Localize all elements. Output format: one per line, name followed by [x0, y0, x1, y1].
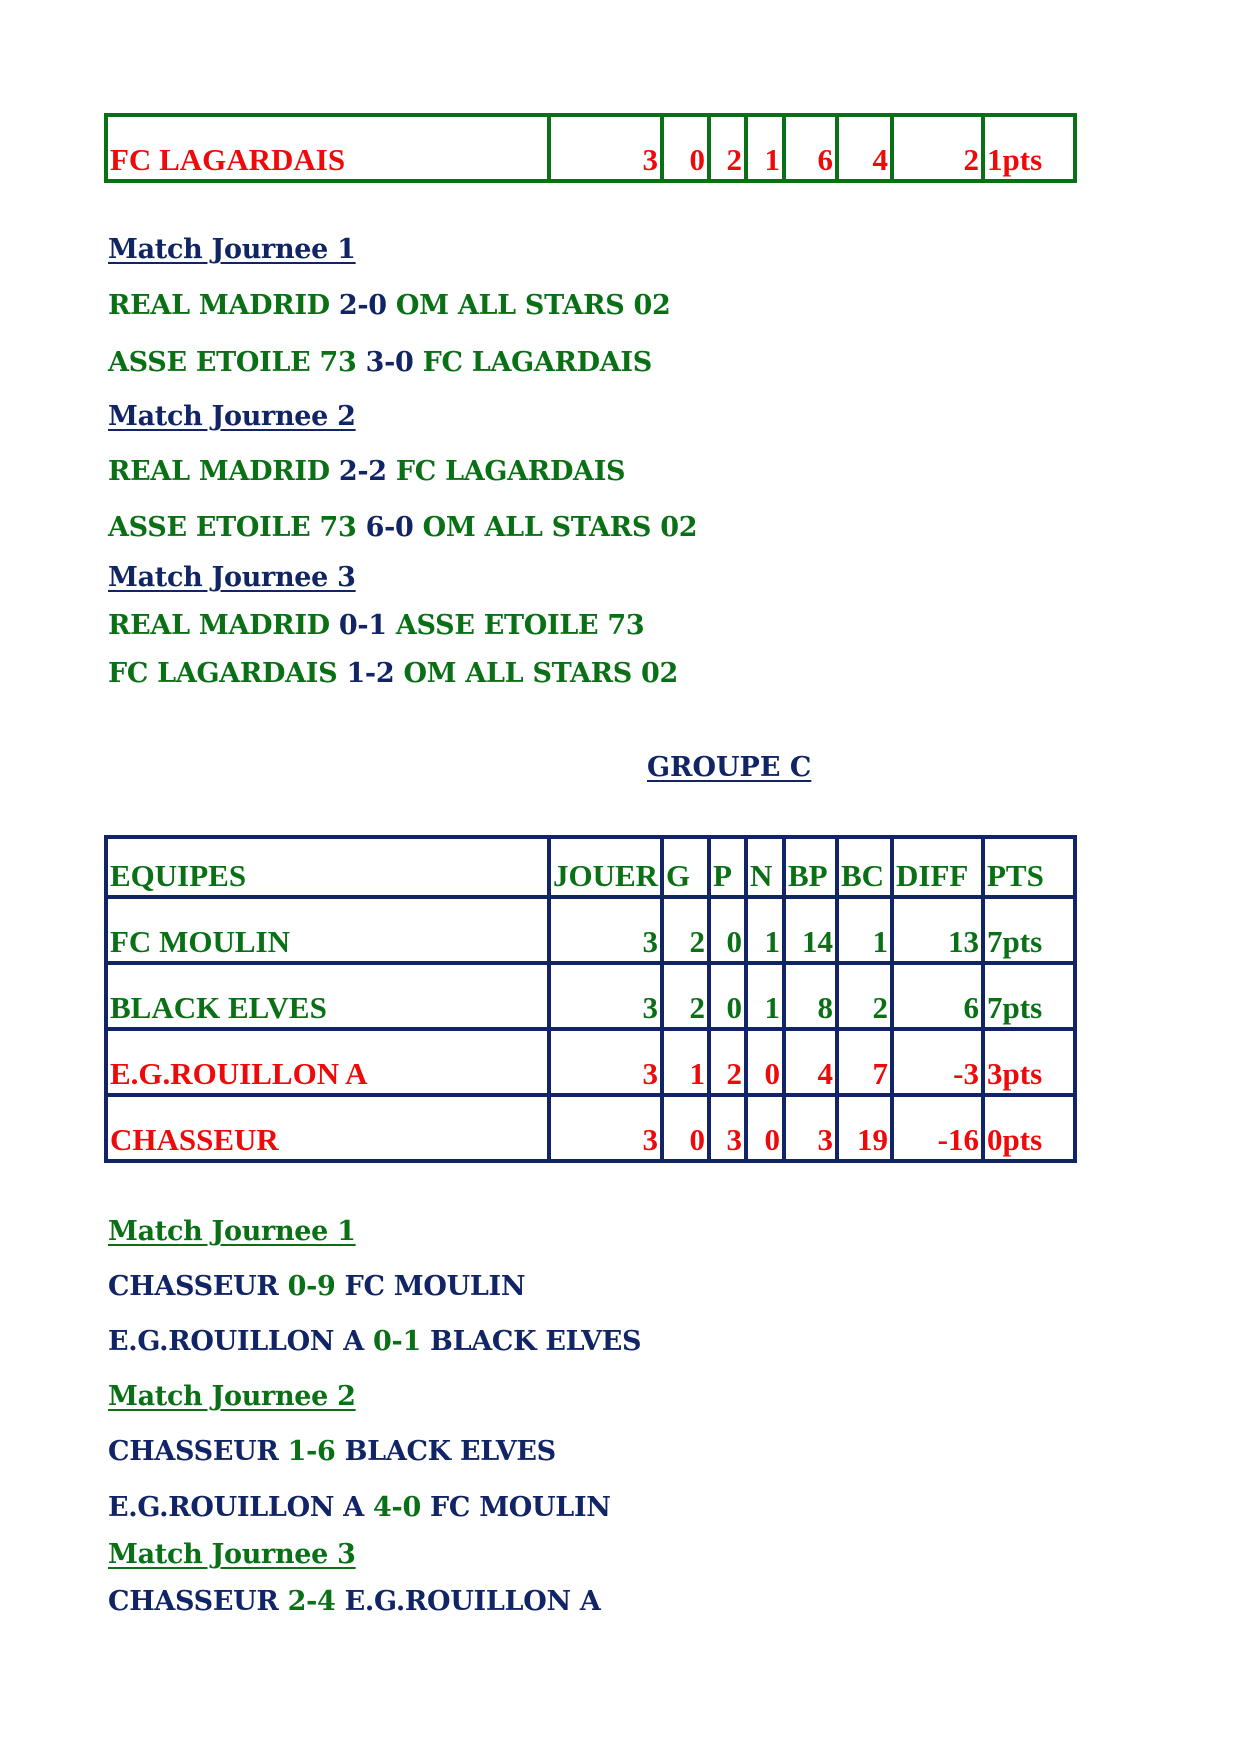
away-team: E.G.ROUILLON A: [344, 1586, 601, 1617]
score: 2-2: [338, 456, 387, 487]
table-cell: 0: [709, 963, 746, 1029]
home-team: CHASSEUR: [108, 1436, 279, 1467]
score: 4-0: [373, 1492, 421, 1523]
score: 6-0: [365, 512, 414, 543]
match-result: [108, 512, 697, 543]
group-c-table: [104, 835, 1077, 1163]
score: 1-6: [287, 1436, 336, 1467]
draws: 1: [746, 115, 784, 181]
team-name: FC LAGARDAIS: [106, 115, 549, 181]
score: 3-0: [365, 347, 414, 378]
home-team: E.G.ROUILLON A: [108, 1492, 364, 1523]
group-c-title: GROUPE C: [647, 752, 812, 783]
away-team: ASSE ETOILE 73: [395, 610, 645, 641]
score: 0-1: [338, 610, 387, 641]
score: 1-2: [346, 658, 395, 689]
match-day-heading: Match Journee 3: [108, 562, 356, 593]
table-cell: 19: [837, 1095, 892, 1161]
home-team: CHASSEUR: [108, 1271, 279, 1302]
table-cell: 2: [662, 897, 709, 963]
away-team: OM ALL STARS 02: [395, 290, 671, 321]
away-team: FC LAGARDAIS: [395, 456, 626, 487]
table-cell: 2: [662, 963, 709, 1029]
score: 2-0: [338, 290, 387, 321]
table-header-row: [106, 837, 1075, 897]
column-header: P: [709, 837, 746, 897]
match-day-heading: Match Journee 1: [108, 234, 356, 265]
home-team: ASSE ETOILE 73: [108, 512, 357, 543]
match-result: [108, 658, 678, 689]
home-team: ASSE ETOILE 73: [108, 347, 357, 378]
home-team: FC LAGARDAIS: [108, 658, 338, 689]
table-cell: 0: [709, 897, 746, 963]
away-team: BLACK ELVES: [344, 1436, 556, 1467]
home-team: E.G.ROUILLON A: [108, 1326, 364, 1357]
standings-row-table: [104, 113, 1077, 183]
table-cell: 13: [892, 897, 983, 963]
table-cell: 7pts: [983, 897, 1075, 963]
wins: 0: [662, 115, 709, 181]
table-cell: 1: [746, 963, 784, 1029]
match-day-heading: Match Journee 2: [108, 1381, 356, 1412]
table-cell: 0: [746, 1095, 784, 1161]
table-cell: 3: [709, 1095, 746, 1161]
table-cell: -16: [892, 1095, 983, 1161]
match-result: [108, 290, 671, 321]
table-cell: -3: [892, 1029, 983, 1095]
column-header: JOUER: [549, 837, 662, 897]
match-result: [108, 610, 644, 641]
match-result: [108, 456, 625, 487]
table-cell: 7: [837, 1029, 892, 1095]
match-result: [108, 1586, 601, 1617]
score: 0-1: [373, 1326, 421, 1357]
match-day-heading: Match Journee 2: [108, 401, 356, 432]
losses: 2: [709, 115, 746, 181]
match-result: [108, 347, 652, 378]
table-row: [106, 115, 1075, 181]
table-cell: 0pts: [983, 1095, 1075, 1161]
table-cell: 4: [784, 1029, 837, 1095]
table-cell: FC MOULIN: [106, 897, 549, 963]
column-header: N: [746, 837, 784, 897]
column-header: BP: [784, 837, 837, 897]
table-cell: 2: [709, 1029, 746, 1095]
score: 2-4: [287, 1586, 336, 1617]
table-cell: 1: [662, 1029, 709, 1095]
table-cell: 3: [784, 1095, 837, 1161]
table-cell: 3: [549, 963, 662, 1029]
column-header: G: [662, 837, 709, 897]
table-cell: 7pts: [983, 963, 1075, 1029]
table-cell: 3: [549, 1095, 662, 1161]
home-team: REAL MADRID: [108, 610, 330, 641]
table-row: [106, 963, 1075, 1029]
table-cell: CHASSEUR: [106, 1095, 549, 1161]
goals-against: 4: [837, 115, 892, 181]
table-cell: 3: [549, 897, 662, 963]
column-header: DIFF: [892, 837, 983, 897]
match-day-heading: Match Journee 1: [108, 1216, 356, 1247]
table-cell: 0: [746, 1029, 784, 1095]
match-result: [108, 1271, 525, 1302]
table-cell: 14: [784, 897, 837, 963]
away-team: FC MOULIN: [344, 1271, 526, 1302]
away-team: FC LAGARDAIS: [422, 347, 652, 378]
points: 1pts: [983, 115, 1075, 181]
home-team: REAL MADRID: [108, 456, 330, 487]
table-cell: 3: [549, 1029, 662, 1095]
table-cell: 6: [892, 963, 983, 1029]
home-team: REAL MADRID: [108, 290, 330, 321]
table-row: [106, 897, 1075, 963]
away-team: OM ALL STARS 02: [403, 658, 679, 689]
away-team: BLACK ELVES: [430, 1326, 642, 1357]
away-team: FC MOULIN: [430, 1492, 611, 1523]
away-team: OM ALL STARS 02: [422, 512, 698, 543]
match-result: [108, 1326, 641, 1357]
home-team: CHASSEUR: [108, 1586, 279, 1617]
table-cell: BLACK ELVES: [106, 963, 549, 1029]
goals-for: 6: [784, 115, 837, 181]
table-cell: 0: [662, 1095, 709, 1161]
played: 3: [549, 115, 662, 181]
table-cell: 8: [784, 963, 837, 1029]
table-row: [106, 1095, 1075, 1161]
score: 0-9: [287, 1271, 336, 1302]
table-cell: 1: [837, 897, 892, 963]
match-result: [108, 1436, 556, 1467]
column-header: EQUIPES: [106, 837, 549, 897]
table-cell: 3pts: [983, 1029, 1075, 1095]
match-result: [108, 1492, 611, 1523]
table-row: [106, 1029, 1075, 1095]
table-cell: 2: [837, 963, 892, 1029]
table-cell: 1: [746, 897, 784, 963]
match-day-heading: Match Journee 3: [108, 1539, 356, 1570]
column-header: BC: [837, 837, 892, 897]
table-cell: E.G.ROUILLON A: [106, 1029, 549, 1095]
column-header: PTS: [983, 837, 1075, 897]
goal-diff: 2: [892, 115, 983, 181]
